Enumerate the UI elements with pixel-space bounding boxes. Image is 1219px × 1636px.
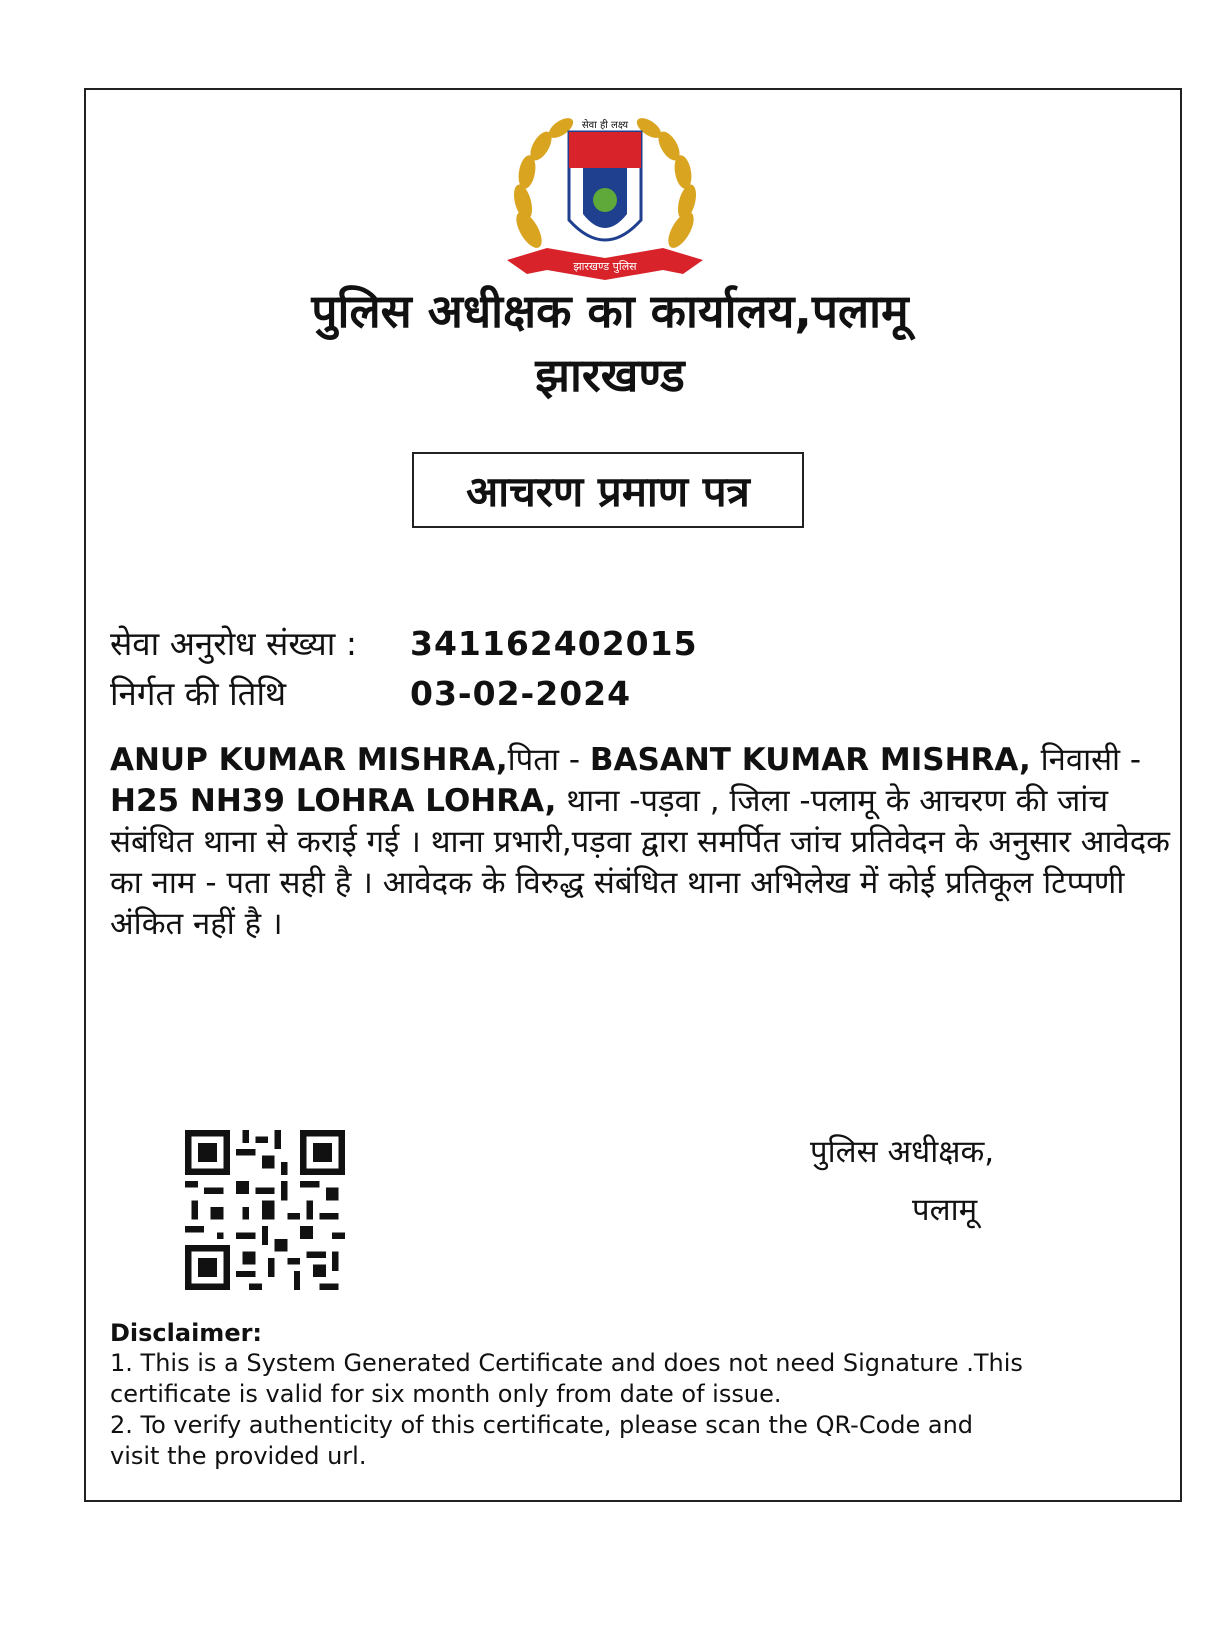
- certificate-body: [110, 740, 1170, 945]
- disclaimer: [110, 1318, 1110, 1472]
- signatory-district: पलामू: [912, 1192, 978, 1228]
- certificate-title: आचरण प्रमाण पत्र: [412, 452, 804, 528]
- father-name: BASANT KUMAR MISHRA,: [589, 742, 1031, 778]
- office-title: पुलिस अधीक्षक का कार्यालय,पलामू: [311, 284, 909, 338]
- signatory-designation: पुलिस अधीक्षक,: [810, 1134, 995, 1170]
- emblem-motto-text: सेवा ही लक्ष्य: [581, 120, 629, 131]
- resident-label: निवासी -: [1040, 742, 1142, 778]
- father-label: पिता -: [507, 742, 590, 778]
- body-statement: थाना -पड़वा , जिला -पलामू के आचरण की जांच संबंधित थाना से कराई गई । थाना प्रभारी,पड़वा द्वारा समर्पित जांच प्रतिवेदन के अनुसार आवेदक का नाम - पता सही है । आवेदक के विरुद्ध संबंधित थाना अभिलेख में कोई प्रतिकूल टिप्पणी अंकित नहीं है ।: [110, 783, 1170, 942]
- disclaimer-line: certificate is valid for six month only from date of issue.: [110, 1380, 782, 1408]
- service-request-value: 341162402015: [410, 624, 698, 663]
- qr-code-icon[interactable]: [185, 1130, 345, 1290]
- service-request-row: [110, 620, 698, 665]
- office-state: झारखण्ड: [535, 348, 685, 402]
- applicant-address: H25 NH39 LOHRA LOHRA,: [110, 783, 557, 819]
- issue-date-label: निर्गत की तिथि: [110, 674, 287, 713]
- issue-date-value: 03-02-2024: [410, 674, 632, 713]
- emblem-ribbon-text: झारखण्ड पुलिस: [573, 260, 637, 273]
- disclaimer-line: visit the provided url.: [110, 1442, 367, 1470]
- issue-date-row: [110, 670, 631, 715]
- disclaimer-heading: Disclaimer:: [110, 1319, 263, 1347]
- disclaimer-line: 2. To verify authenticity of this certificate, please scan the QR-Code and: [110, 1411, 974, 1439]
- service-request-label: सेवा अनुरोध संख्या :: [110, 624, 357, 663]
- applicant-name: ANUP KUMAR MISHRA,: [110, 742, 508, 778]
- police-emblem-icon: [487, 110, 723, 298]
- disclaimer-line: 1. This is a System Generated Certificate and does not need Signature .This: [110, 1349, 1023, 1377]
